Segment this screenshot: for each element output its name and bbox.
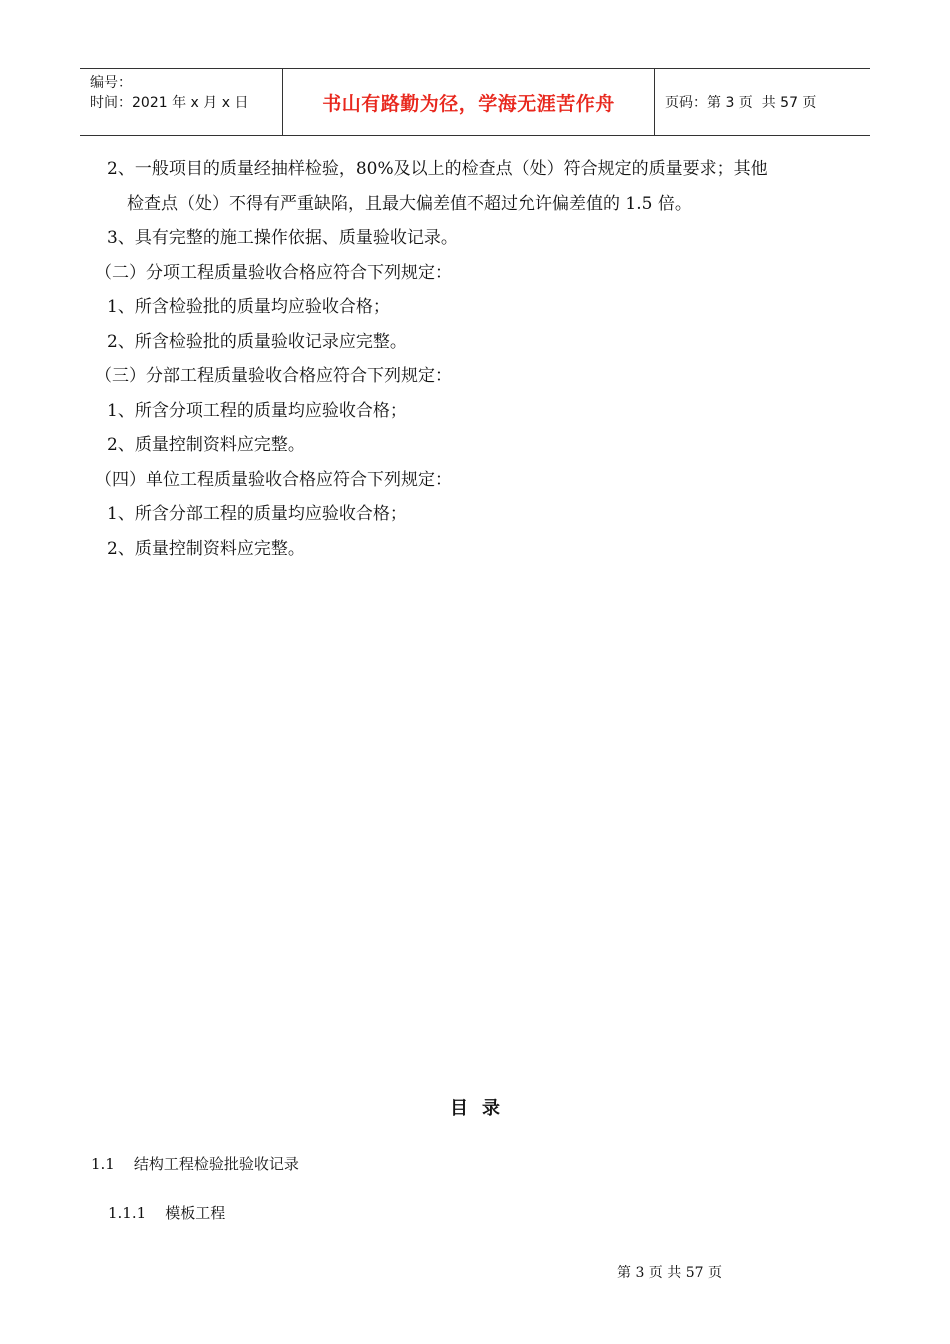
number-label: 编号： [90,75,132,91]
body-line: 1、所含分部工程的质量均应验收合格； [107,504,407,524]
time-label: 时间：2021 年 x 月 x 日 [90,95,249,111]
section-heading: （二）分项工程质量验收合格应符合下列规定： [95,262,452,283]
toc-item[interactable]: 1.1 结构工程检验批验收记录 [91,1155,299,1173]
body-line: 2、质量控制资料应完整。 [107,538,305,559]
body-line: 1、所含分项工程的质量均应验收合格； [107,400,407,421]
body-line: 2、质量控制资料应完整。 [107,435,305,455]
body-line: 2、一般项目的质量经抽样检验，80%及以上的检查点（处）符合规定的质量要求；其他 [107,159,768,179]
toc-title: 目录 [450,1098,514,1119]
page-label: 页码：第 3 页 共 57 页 [665,95,817,111]
body-line: 3、具有完整的施工操作依据、质量验收记录。 [107,228,458,248]
header-meta [80,69,282,135]
document-body [95,155,870,569]
header-page-info [655,69,870,135]
section-heading: （三）分部工程质量验收合格应符合下列规定： [95,366,452,386]
body-line: 检查点（处）不得有严重缺陷，且最大偏差值不超过允许偏差值的 1.5 倍。 [127,193,692,214]
body-line: 2、所含检验批的质量验收记录应完整。 [107,331,407,352]
page-header [80,68,870,136]
header-motto: 书山有路勤为径，学海无涯苦作舟 [282,69,655,135]
toc-item[interactable]: 1.1.1 模板工程 [108,1204,226,1222]
page-footer: 第 3 页 共 57 页 [617,1265,722,1281]
body-line: 1、所含检验批的质量均应验收合格； [107,297,390,317]
section-heading: （四）单位工程质量验收合格应符合下列规定： [95,469,452,490]
